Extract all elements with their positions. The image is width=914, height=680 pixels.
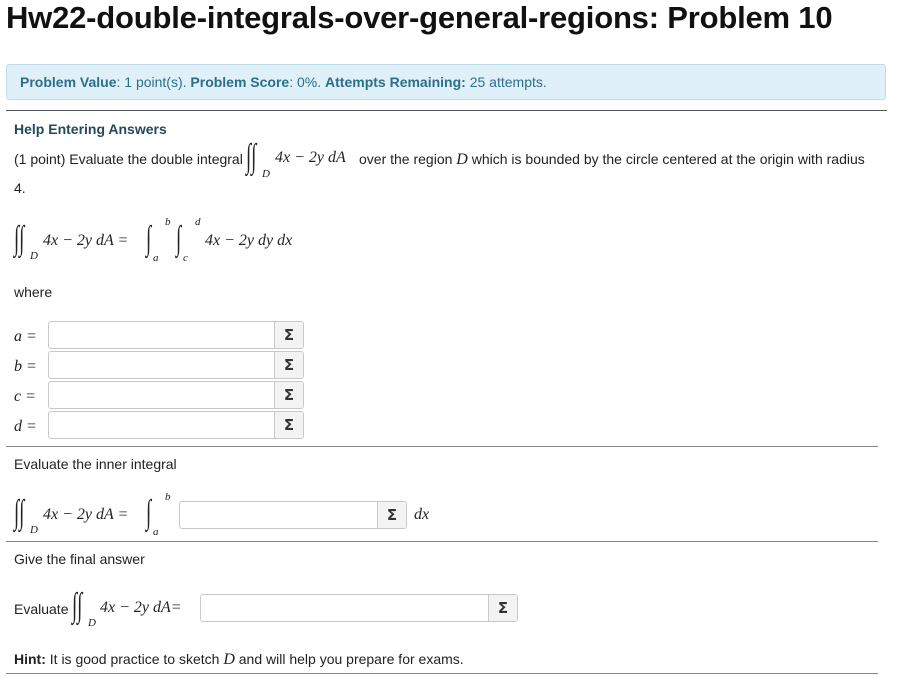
outer-integral-sign: ∫ (146, 220, 152, 257)
final-answer-input[interactable] (201, 595, 488, 621)
bound-b-field (48, 351, 304, 379)
bound-b-label: b = (14, 358, 37, 375)
bound-c-field (48, 381, 304, 409)
final-answer-heading: Give the final answer (14, 551, 145, 567)
inner-lhs-double-integral-sign: ∫∫ (14, 494, 25, 531)
bound-a-label: a = (14, 328, 37, 345)
iterated-integrand: 4x − 2y dy dx (205, 232, 293, 249)
bound-a-input[interactable] (49, 322, 274, 348)
attempts-remaining-text: 25 attempts. (465, 74, 547, 90)
final-region-sub: D (88, 617, 96, 629)
problem-intro: (1 point) Evaluate the double integral (14, 151, 243, 167)
inner-rhs-integral-sign: ∫ (146, 494, 152, 531)
divider (6, 110, 887, 111)
sigma-equation-editor-icon[interactable]: Σ (274, 412, 303, 438)
final-evaluate-label: Evaluate (14, 601, 69, 617)
divider (6, 673, 878, 674)
bound-d-input[interactable] (49, 412, 274, 438)
inner-rhs-lower-limit: a (153, 526, 159, 538)
hint: Hint: It is good practice to sketch D and will help you prepare for exams. (14, 651, 464, 668)
bound-a-field (48, 321, 304, 349)
problem-value-text: : 1 point(s). (116, 74, 191, 90)
where-label: where (14, 284, 53, 300)
bound-c-label: c = (14, 388, 36, 405)
problem-score-text: : 0%. (289, 74, 326, 90)
divider (6, 446, 878, 447)
inner-upper-limit: d (195, 216, 201, 228)
problem-region-text: over the region D which is bounded by the circle centered at the origin with radius (359, 151, 865, 168)
inner-lhs-region-sub: D (30, 524, 38, 536)
inner-integral-input[interactable] (180, 502, 377, 528)
problem-value-label: Problem Value (20, 74, 117, 90)
outer-lower-limit: a (153, 252, 159, 264)
page-title: Hw22-double-integrals-over-general-regions: Problem 10 (6, 0, 833, 35)
hint-label: Hint: (14, 651, 46, 667)
integral-region-sub: D (262, 168, 270, 180)
final-answer-field (200, 594, 518, 622)
inner-lhs-integrand: 4x − 2y dA = (43, 506, 129, 523)
final-integrand: 4x − 2y dA= (100, 599, 182, 616)
divider (6, 541, 878, 542)
inner-integral-field (179, 501, 407, 529)
sigma-equation-editor-icon[interactable]: Σ (274, 352, 303, 378)
lhs-integrand: 4x − 2y dA = (43, 232, 129, 249)
double-integral-sign: ∫∫ (246, 138, 257, 175)
bound-b-input[interactable] (49, 352, 274, 378)
sigma-equation-editor-icon[interactable]: Σ (377, 502, 406, 528)
problem-info-bar (6, 64, 886, 100)
problem-integrand: 4x − 2y dA (275, 149, 346, 166)
inner-integral-dx: dx (414, 506, 430, 523)
sigma-equation-editor-icon[interactable]: Σ (274, 322, 303, 348)
inner-lower-limit: c (183, 252, 188, 264)
bound-c-input[interactable] (49, 382, 274, 408)
help-entering-answers-link[interactable]: Help Entering Answers (14, 121, 167, 137)
final-double-integral-sign: ∫∫ (72, 587, 83, 624)
sigma-equation-editor-icon[interactable]: Σ (488, 595, 517, 621)
inner-integral-sign: ∫ (176, 220, 182, 257)
lhs-region-sub: D (30, 250, 38, 262)
lhs-double-integral-sign: ∫∫ (14, 220, 25, 257)
sigma-equation-editor-icon[interactable]: Σ (274, 382, 303, 408)
inner-rhs-upper-limit: b (165, 491, 171, 503)
attempts-remaining-label: Attempts Remaining: (325, 74, 466, 90)
inner-integral-heading: Evaluate the inner integral (14, 456, 177, 472)
bound-d-field (48, 411, 304, 439)
problem-score-label: Problem Score (190, 74, 290, 90)
bound-d-label: d = (14, 418, 37, 435)
outer-upper-limit: b (165, 216, 171, 228)
problem-radius: 4. (14, 180, 26, 196)
